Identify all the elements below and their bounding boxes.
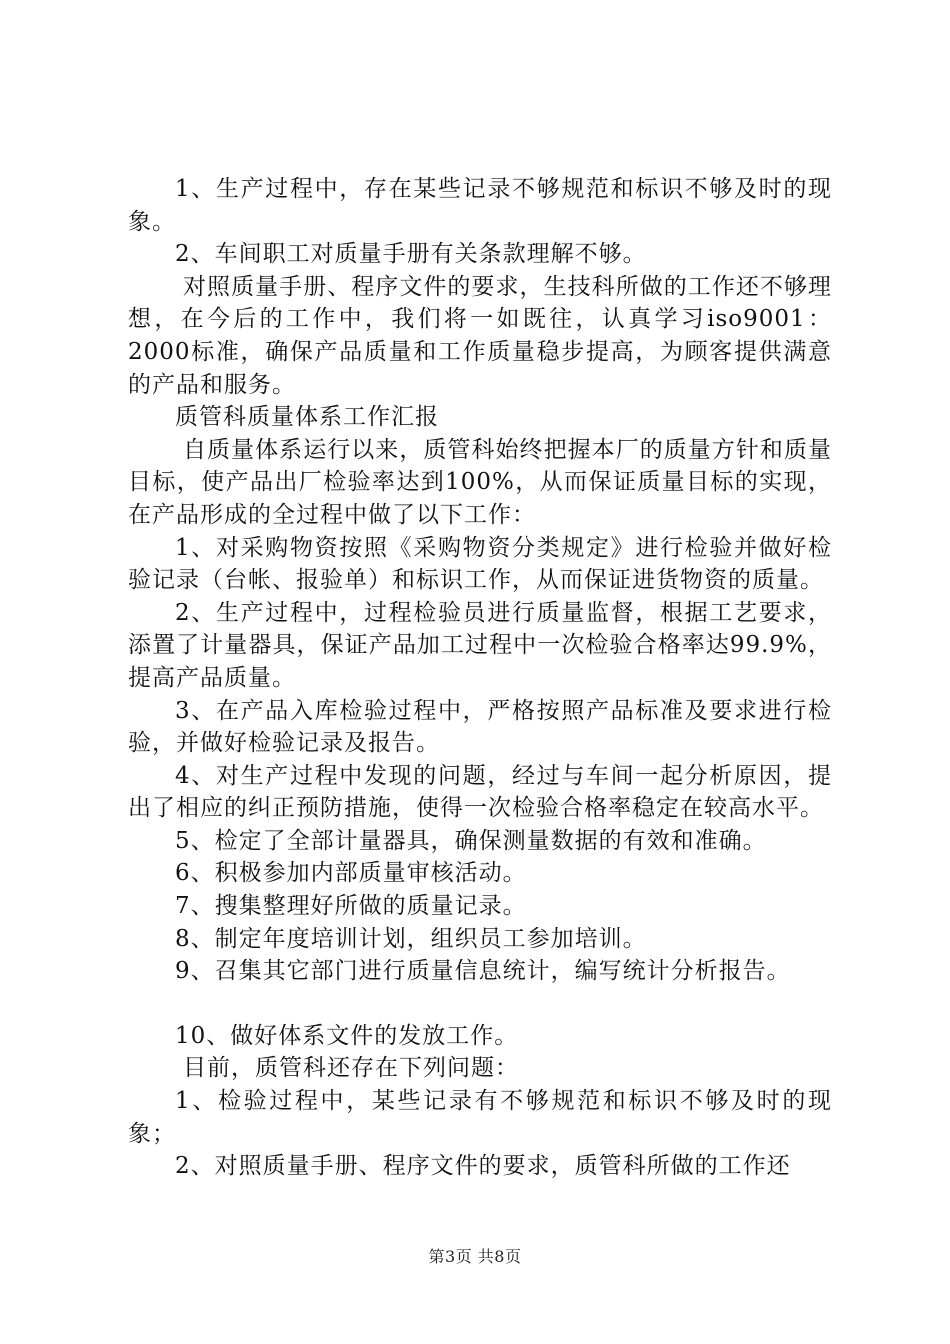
paragraph: 1、生产过程中，存在某些记录不够规范和标识不够及时的现象。 — [128, 176, 832, 235]
paragraph: 4、对生产过程中发现的问题，经过与车间一起分析原因，提出了相应的纠正预防措施，使得一次检验合格率稳定在较高水平。 — [128, 762, 832, 822]
section-heading: 质管科质量体系工作汇报 — [175, 404, 439, 431]
page-number-footer: 第3页 共8页 — [428, 1247, 522, 1266]
paragraph: 对照质量手册、程序文件的要求，生技科所做的工作还不够理想，在今后的工作中，我们将一如既往，认真学习iso9001：2000标准，确保产品质量和工作质量稳步提高，为顾客提供满意的产品和服务。 — [128, 273, 832, 398]
paragraph: 2、对照质量手册、程序文件的要求，质管科所做的工作还 — [175, 1153, 791, 1180]
paragraph: 8、制定年度培训计划，组织员工参加培训。 — [175, 925, 647, 952]
blank-line — [128, 988, 832, 1020]
paragraph: 2、车间职工对质量手册有关条款理解不够。 — [175, 241, 647, 268]
paragraph: 5、检定了全部计量器具，确保测量数据的有效和准确。 — [175, 827, 767, 854]
paragraph: 自质量体系运行以来，质管科始终把握本厂的质量方针和质量目标，使产品出厂检验率达到100%，从而保证质量目标的实现，在产品形成的全过程中做了以下工作： — [128, 436, 832, 528]
paragraph: 1、对采购物资按照《采购物资分类规定》进行检验并做好检验记录（台帐、报验单）和标识工作，从而保证进货物资的质量。 — [128, 534, 832, 594]
paragraph: 3、在产品入库检验过程中，严格按照产品标准及要求进行检验，并做好检验记录及报告。 — [128, 697, 832, 757]
paragraph: 7、搜集整理好所做的质量记录。 — [175, 893, 527, 920]
paragraph: 1、检验过程中，某些记录有不够规范和标识不够及时的现象； — [128, 1088, 832, 1147]
document-body — [128, 173, 832, 1183]
paragraph: 6、积极参加内部质量审核活动。 — [175, 860, 527, 887]
paragraph: 10、做好体系文件的发放工作。 — [175, 1022, 519, 1049]
paragraph: 9、召集其它部门进行质量信息统计，编写统计分析报告。 — [175, 958, 791, 985]
paragraph: 目前，质管科还存在下列问题： — [183, 1055, 519, 1082]
paragraph: 2、生产过程中，过程检验员进行质量监督，根据工艺要求，添置了计量器具，保证产品加工过程中一次检验合格率达99.9%，提高产品质量。 — [128, 599, 832, 691]
